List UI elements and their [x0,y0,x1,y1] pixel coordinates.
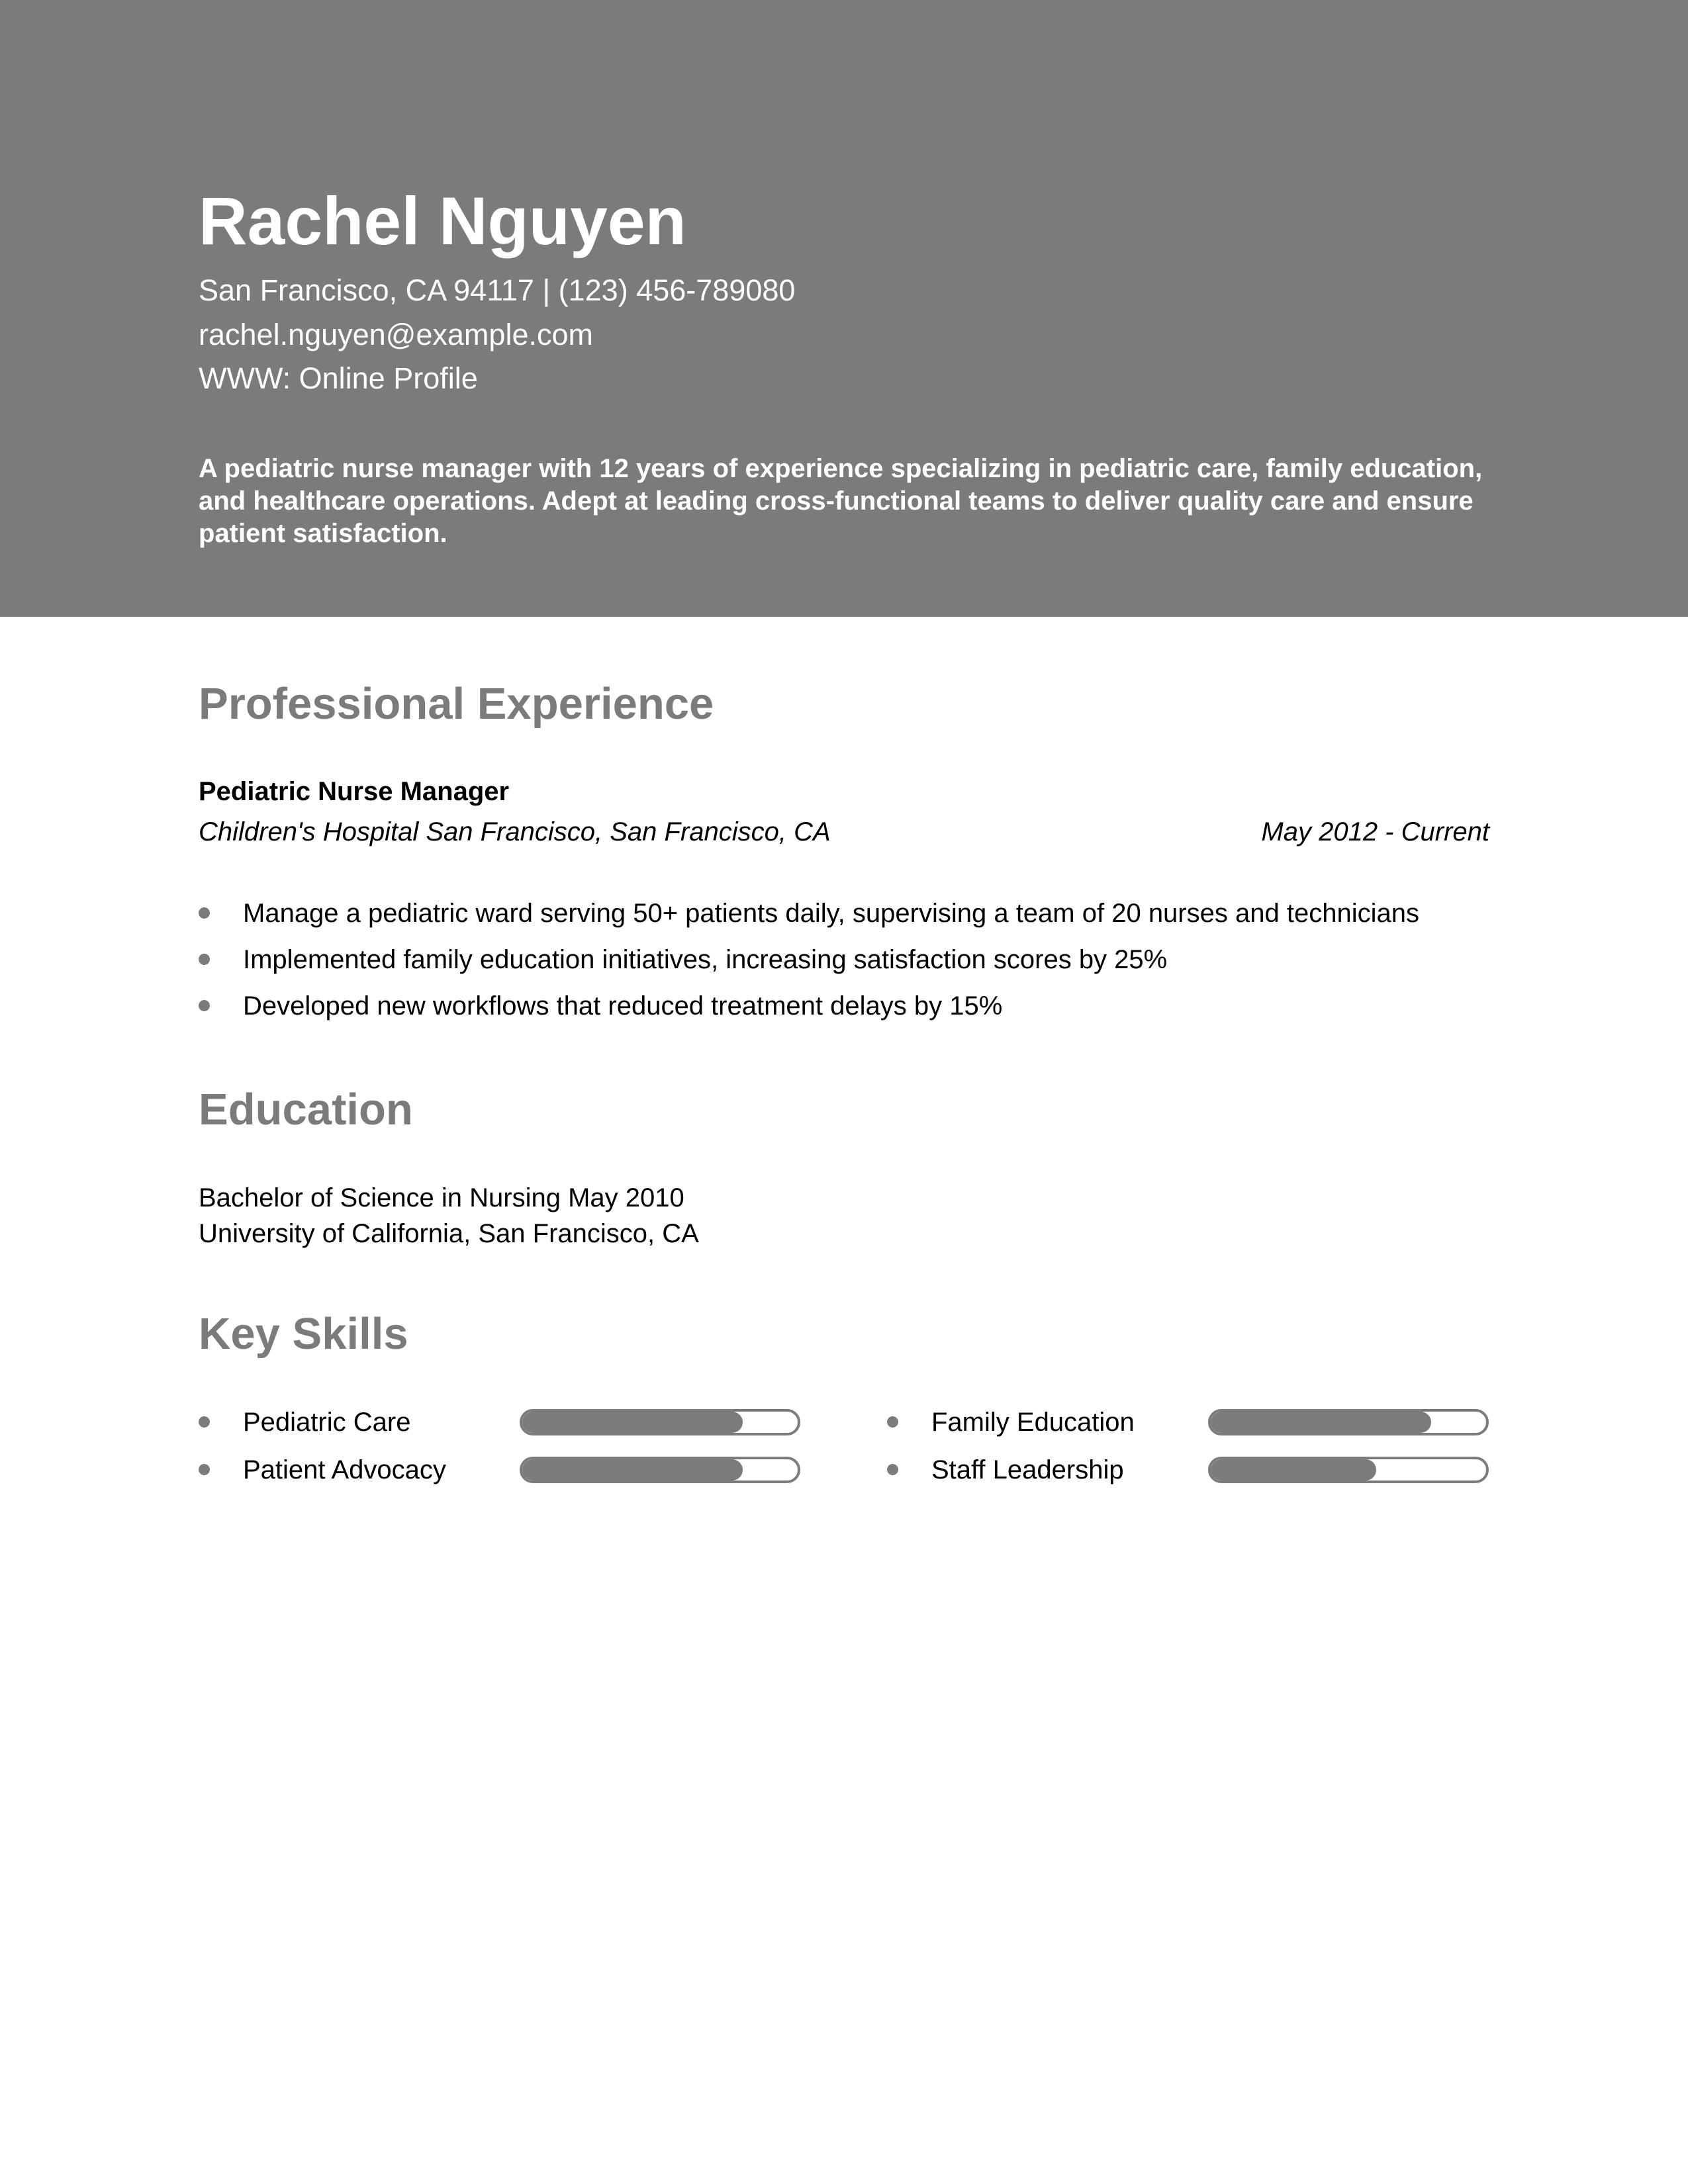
job-bullet-text: Manage a pediatric ward serving 50+ patients daily, supervising a team of 20 nurses and technicians [243,899,1419,928]
job-bullet-list [199,897,1496,1036]
job-dates: May 2012 - Current [1261,817,1489,846]
bullet-dot-icon [887,1416,898,1428]
experience-heading: Professional Experience [199,679,714,729]
job-employer: Children's Hospital San Francisco, San Francisco, CA [199,817,831,846]
job-bullet-text: Implemented family education initiatives, increasing satisfaction scores by 25% [243,945,1168,974]
skill-label: Family Education [931,1408,1135,1437]
skill-level-bar [520,1409,800,1435]
skill-level-fill [522,1459,743,1480]
skill-level-bar [1208,1409,1489,1435]
address-phone: San Francisco, CA 94117 | (123) 456-789080 [199,273,796,307]
bullet-dot-icon [199,1464,210,1475]
skill-level-fill [1211,1459,1376,1480]
skill-level-bar [520,1457,800,1483]
job-bullet [199,989,1496,1036]
skills-heading: Key Skills [199,1309,408,1359]
job-bullet [199,943,1496,989]
bullet-dot-icon [887,1464,898,1475]
job-title: Pediatric Nurse Manager [199,777,510,806]
education-heading: Education [199,1085,413,1134]
skill-level-bar [1208,1457,1489,1483]
email-address: rachel.nguyen@example.com [199,318,593,351]
skill-label: Pediatric Care [243,1408,411,1437]
bullet-dot-icon [199,907,210,919]
skill-level-fill [1211,1412,1431,1433]
skill-label: Patient Advocacy [243,1455,446,1484]
professional-summary: A pediatric nurse manager with 12 years of experience specializing in pediatric care, family education, and healthcare operations. Adept at leading cross-functional teams to deliver quality care and ensure patient satisfaction. [199,454,1483,548]
header-band [0,0,1688,617]
bullet-dot-icon [199,954,210,965]
job-bullet-text: Developed new workflows that reduced treatment delays by 15% [243,991,1003,1021]
bullet-dot-icon [199,1000,210,1011]
job-bullet [199,897,1496,943]
education-degree: Bachelor of Science in Nursing May 2010 [199,1183,684,1212]
education-school: University of California, San Francisco, CA [199,1219,699,1248]
website-link[interactable]: WWW: Online Profile [199,361,478,395]
skill-label: Staff Leadership [931,1455,1124,1484]
candidate-name: Rachel Nguyen [199,183,686,259]
skill-level-fill [522,1412,743,1433]
bullet-dot-icon [199,1416,210,1428]
